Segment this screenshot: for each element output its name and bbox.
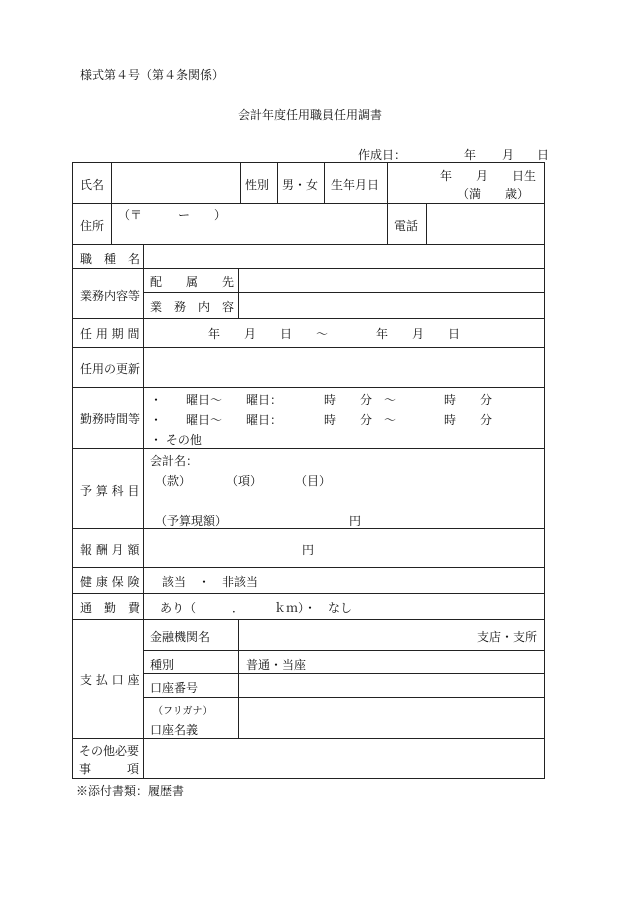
hours-other[interactable]: ・ その他 bbox=[150, 433, 202, 447]
budget-yen: 円 bbox=[349, 514, 362, 528]
name-label: 氏名 bbox=[80, 178, 105, 192]
budget-label: 予 算 科 目 bbox=[80, 484, 140, 498]
account-number-field[interactable] bbox=[239, 674, 543, 696]
age[interactable]: （満 歳） bbox=[457, 187, 530, 201]
bank-name-label: 金融機関名 bbox=[150, 630, 211, 644]
created-date-year: 年 bbox=[464, 148, 477, 162]
commute-label: 通 勤 費 bbox=[80, 601, 141, 615]
other-field[interactable] bbox=[144, 739, 543, 777]
name-field[interactable] bbox=[112, 164, 239, 202]
period-label: 任 用 期 間 bbox=[80, 327, 140, 341]
budget-moku: （目） bbox=[295, 474, 332, 488]
address-label: 住所 bbox=[80, 219, 105, 233]
sex-value[interactable]: 男・女 bbox=[282, 178, 319, 192]
form-number: 様式第４号（第４条関係） bbox=[80, 68, 225, 82]
created-date-month: 月 bbox=[502, 148, 515, 162]
insurance-value[interactable]: 該当 ・ 非該当 bbox=[162, 575, 259, 589]
created-date-day: 日 bbox=[537, 148, 550, 162]
created-date-label: 作成日： bbox=[358, 148, 407, 162]
postal-code[interactable]: （〒 ー ） bbox=[118, 208, 227, 222]
renewal-label: 任用の更新 bbox=[80, 362, 141, 376]
hours-line-1[interactable]: ・ 曜日～ 曜日： 時 分 ～ 時 分 bbox=[150, 393, 493, 407]
department-label: 配 属 先 bbox=[150, 275, 235, 289]
renewal-field[interactable] bbox=[144, 348, 543, 386]
birth-label: 生年月日 bbox=[331, 178, 380, 192]
other-label-line-2: 事 項 bbox=[79, 762, 140, 776]
sex-label: 性別 bbox=[245, 178, 270, 192]
salary-yen[interactable]: 円 bbox=[302, 543, 315, 557]
job-title-field[interactable] bbox=[144, 245, 543, 267]
account-name-label: 会計名： bbox=[150, 454, 199, 468]
hours-line-2[interactable]: ・ 曜日～ 曜日： 時 分 ～ 時 分 bbox=[150, 413, 493, 427]
account-holder-furigana: （フリガナ） bbox=[153, 706, 213, 717]
commute-value[interactable]: あり（ ． ｋｍ）・ なし bbox=[160, 601, 353, 615]
page-title: 会計年度任用職員任用調書 bbox=[238, 108, 383, 122]
job-title-label: 職 種 名 bbox=[80, 252, 141, 266]
account-type-value[interactable]: 普通・当座 bbox=[246, 658, 307, 672]
insurance-label: 健 康 保 険 bbox=[80, 575, 140, 589]
budget-current-label: （予算現額） bbox=[155, 514, 228, 528]
duty-content-field[interactable] bbox=[239, 293, 543, 317]
phone-label: 電話 bbox=[394, 219, 419, 233]
duties-label: 業務内容等 bbox=[80, 289, 141, 303]
salary-label: 報 酬 月 額 bbox=[80, 543, 140, 557]
bank-branch[interactable]: 支店・支所 bbox=[477, 630, 538, 644]
duty-content-label: 業 務 内 容 bbox=[150, 300, 235, 314]
period-value[interactable]: 年 月 日 ～ 年 月 日 bbox=[208, 327, 461, 341]
account-type-label: 種別 bbox=[150, 658, 175, 672]
account-holder-field[interactable] bbox=[239, 698, 543, 737]
budget-kan: （款） bbox=[155, 474, 192, 488]
phone-field[interactable] bbox=[427, 205, 543, 243]
hours-label: 勤務時間等 bbox=[80, 412, 141, 426]
birth-date[interactable]: 年 月 日生 bbox=[440, 169, 537, 183]
attachment-note: ※添付書類：履歴書 bbox=[76, 784, 185, 798]
payment-account-label: 支 払 口 座 bbox=[80, 673, 140, 687]
account-holder-label: 口座名義 bbox=[150, 723, 199, 737]
department-field[interactable] bbox=[239, 269, 543, 291]
other-label-line-1: その他必要 bbox=[79, 744, 140, 758]
budget-kou: （項） bbox=[226, 474, 263, 488]
account-number-label: 口座番号 bbox=[150, 681, 199, 695]
